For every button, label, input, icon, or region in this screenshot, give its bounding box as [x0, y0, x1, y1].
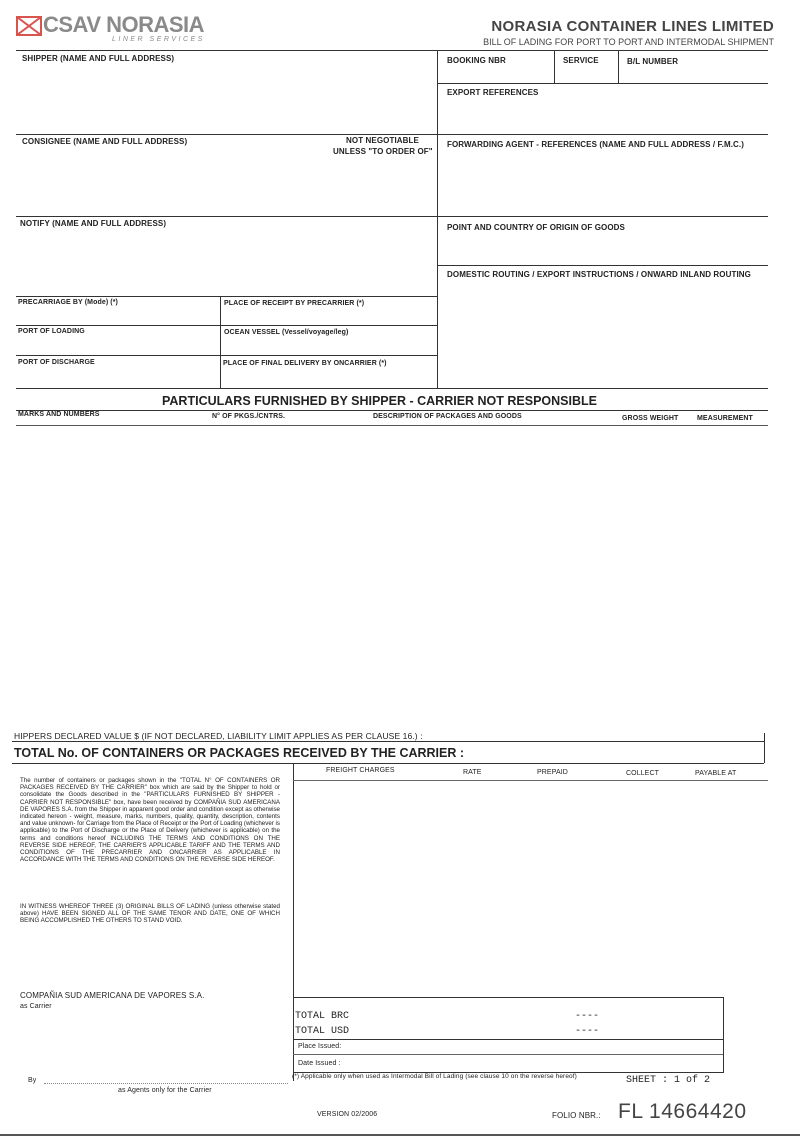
as-carrier-label: as Carrier: [20, 1003, 52, 1010]
total-containers-label: TOTAL No. OF CONTAINERS OR PACKAGES RECEIVED BY THE CARRIER :: [14, 746, 465, 760]
signature-line: [44, 1083, 288, 1084]
total-usd-value: ----: [575, 1026, 600, 1037]
place-issued-label: Place Issued:: [298, 1043, 342, 1050]
ocean-vessel-label: OCEAN VESSEL (Vessel/voyage/leg): [224, 329, 349, 336]
place-final-label: PLACE OF FINAL DELIVERY BY ONCARRIER (*): [223, 360, 387, 367]
footnote-text: (*) Applicable only when used as Intermodal Bill of Lading (see clause 10 on the reverse hereof): [292, 1073, 577, 1080]
total-brc-label: TOTAL BRC: [295, 1011, 350, 1022]
terms-conditions-text: The number of containers or packages shown in the "TOTAL N° OF CONTAINERS OR PACKAGES RECEIVED BY THE CARRIER" box which are said by the Shipper to hold or consolidate the Goods described in the "PARTICULARS FURNISHED BY SHIPPER - CARRIER NOT RESPONSIBLE" box, have been received by COMPAÑIA SUD AMERICANA DE VAPORES S.A. from the Shipper in apparent good order and condition except as otherwise indicated hereon - weight, measure, marks, numbers, quality, quantity, description, contents and value unknown- for Carriage from the Place of Receipt or the Port of Loading (whichever is applicable) to the Port of Discharge or the Place of Delivery (whichever is applicable) on the terms and conditions hereof INCLUDING THE TERMS AND CONDITIONS ON THE REVERSE SIDE HEREOF, THE CARRIER'S APPLICABLE TARIFF AND THE TERMS AND CONDITIONS OF THE PRECARRIER AND ONCARRIER AS APPLICABLE IN ACCORDANCE WITH THE TERMS AND CONDITIONS ON THE REVERSE SIDE HEREOF.: [20, 777, 281, 864]
service-label: SERVICE: [563, 56, 599, 65]
logo-subtitle: LINER SERVICES: [112, 36, 205, 43]
freight-charges-header: FREIGHT CHARGES: [326, 767, 395, 774]
export-references-label: EXPORT REFERENCES: [447, 88, 539, 97]
description-header: DESCRIPTION OF PACKAGES AND GOODS: [373, 413, 522, 420]
folio-label: FOLIO NBR.:: [552, 1111, 601, 1120]
pkgs-header: N° OF PKGS./CNTRS.: [212, 413, 286, 420]
company-name: NORASIA CONTAINER LINES LIMITED: [491, 18, 774, 35]
forwarding-agent-label: FORWARDING AGENT - REFERENCES (NAME AND FULL ADDRESS / F.M.C.): [447, 140, 745, 149]
as-agents-label: as Agents only for the Carrier: [118, 1087, 212, 1094]
domestic-routing-label: DOMESTIC ROUTING / EXPORT INSTRUCTIONS / ONWARD INLAND ROUTING: [447, 270, 751, 279]
carrier-name: COMPAÑIA SUD AMERICANA DE VAPORES S.A.: [20, 991, 205, 1000]
booking-nbr-label: BOOKING NBR: [447, 56, 506, 65]
precarriage-label: PRECARRIAGE BY (Mode) (*): [18, 299, 118, 306]
logo-text: CSAV NORASIA: [43, 12, 205, 37]
company-logo: [16, 12, 226, 48]
totals-box: [293, 997, 724, 1073]
port-discharge-label: PORT OF DISCHARGE: [18, 359, 95, 366]
port-loading-label: PORT OF LOADING: [18, 328, 85, 335]
total-brc-value: ----: [575, 1011, 600, 1022]
particulars-title: PARTICULARS FURNISHED BY SHIPPER - CARRIER NOT RESPONSIBLE: [162, 394, 597, 408]
measurement-header: MEASUREMENT: [697, 415, 753, 422]
gross-weight-header: GROSS WEIGHT: [622, 415, 679, 422]
prepaid-header: PREPAID: [537, 769, 568, 776]
version-label: VERSION 02/2006: [317, 1111, 378, 1118]
total-usd-label: TOTAL USD: [295, 1026, 350, 1037]
collect-header: COLLECT: [626, 770, 659, 777]
to-order-label: UNLESS "TO ORDER OF": [333, 147, 433, 156]
document-type: BILL OF LADING FOR PORT TO PORT AND INTERMODAL SHIPMENT: [483, 37, 774, 47]
place-receipt-label: PLACE OF RECEIPT BY PRECARRIER (*): [224, 300, 365, 307]
witness-text: IN WITNESS WHEREOF THREE (3) ORIGINAL BILLS OF LADING (unless otherwise stated above) HAVE BEEN SIGNED ALL OF THE SAME TENOR AND DATE, ONE OF WHICH BEING ACCOMPLISHED THE OTHERS TO STAND VOID.: [20, 903, 280, 925]
not-negotiable-label: NOT NEGOTIABLE: [346, 136, 419, 145]
marks-numbers-header: MARKS AND NUMBERS: [18, 411, 100, 418]
declared-value-label: HIPPERS DECLARED VALUE $ (IF NOT DECLARED, LIABILITY LIMIT APPLIES AS PER CLAUSE 16.) :: [14, 731, 423, 741]
bl-number-label: B/L NUMBER: [627, 57, 679, 66]
consignee-label: CONSIGNEE (NAME AND FULL ADDRESS): [22, 137, 188, 146]
notify-label: NOTIFY (NAME AND FULL ADDRESS): [20, 219, 167, 228]
by-label: By: [28, 1077, 37, 1084]
folio-number: FL 14664420: [618, 1100, 747, 1123]
rate-header: RATE: [463, 769, 482, 776]
flag-icon: [16, 16, 42, 36]
point-origin-label: POINT AND COUNTRY OF ORIGIN OF GOODS: [447, 223, 625, 232]
payable-at-header: PAYABLE AT: [695, 770, 737, 777]
date-issued-label: Date Issued :: [298, 1060, 341, 1067]
shipper-label: SHIPPER (NAME AND FULL ADDRESS): [22, 54, 175, 63]
sheet-number: SHEET : 1 of 2: [626, 1075, 711, 1086]
